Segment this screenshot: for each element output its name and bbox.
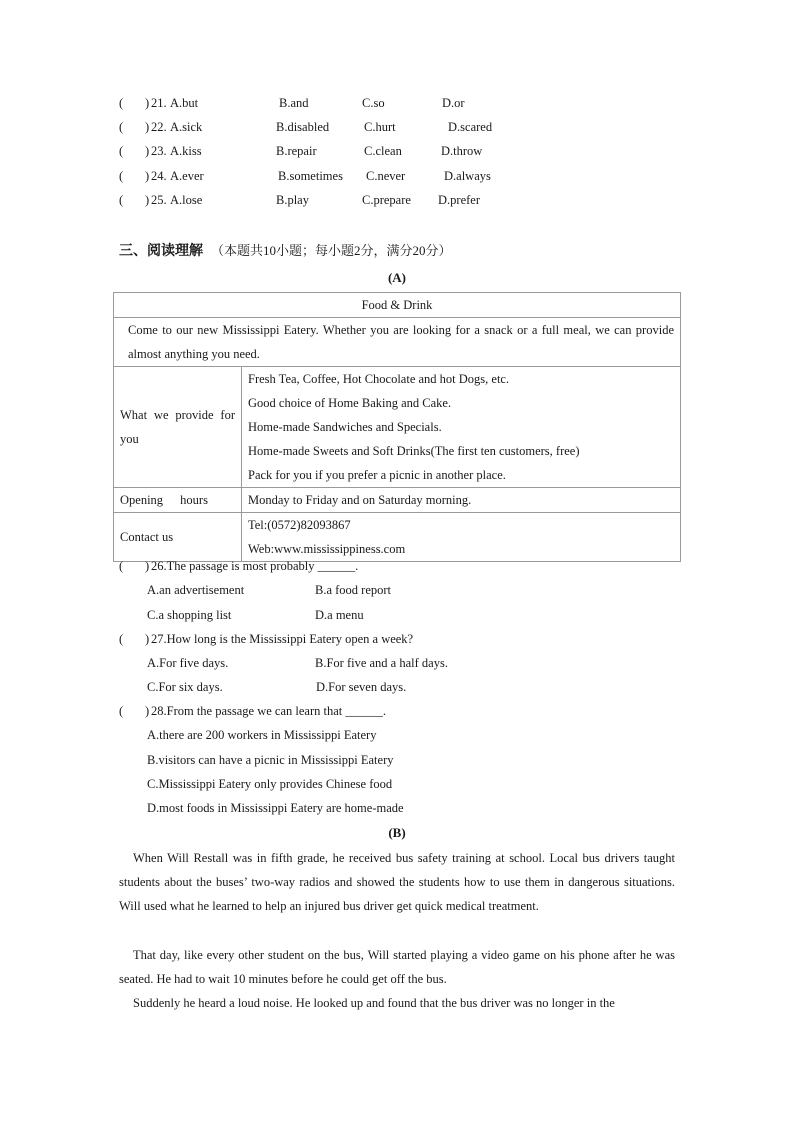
answer-paren: ( — [119, 96, 124, 110]
question-26-stem: 26.The passage is most probably ______. — [151, 559, 359, 573]
answer-paren-close: ) — [145, 632, 150, 646]
question-number: 24. — [151, 169, 167, 183]
passage-b-label: (B) — [388, 825, 406, 840]
option-d: D.always — [444, 169, 491, 183]
provide-item: Pack for you if you prefer a picnic in another place. — [248, 468, 506, 482]
answer-paren: ( — [119, 559, 124, 573]
answer-paren-close: ) — [145, 96, 150, 110]
cloze-question-25 — [119, 193, 679, 213]
answer-paren-close: ) — [145, 144, 150, 158]
answer-paren: ( — [119, 169, 124, 183]
q27-option-b: B.For five and a half days. — [315, 656, 448, 670]
option-c: C.never — [366, 169, 406, 183]
q26-option-b: B.a food report — [315, 583, 392, 597]
answer-paren: ( — [119, 704, 124, 718]
question-28-stem: 28.From the passage we can learn that ______. — [151, 704, 387, 718]
passage-a-label: (A) — [387, 270, 407, 285]
section-note: （本题共10小题；每小题2分，满分20分） — [211, 243, 452, 258]
option-d: D.prefer — [438, 193, 480, 207]
question-number: 25. — [151, 193, 167, 207]
q27-option-c: C.For six days. — [147, 680, 223, 694]
option-a: A.ever — [170, 169, 204, 183]
cloze-question-24 — [119, 169, 679, 189]
option-c: C.so — [362, 96, 385, 110]
option-c: C.prepare — [362, 193, 411, 207]
contact-values — [242, 513, 681, 562]
cloze-question-21 — [119, 96, 679, 116]
hours-label: Opening hours — [114, 488, 242, 513]
provide-item: Fresh Tea, Coffee, Hot Chocolate and hot Dogs, etc. — [248, 372, 510, 386]
option-b: B.disabled — [276, 120, 330, 134]
option-b: B.repair — [276, 144, 317, 158]
answer-paren-close: ) — [145, 169, 150, 183]
q27-option-a: A.For five days. — [147, 656, 229, 670]
option-d: D.scared — [448, 120, 493, 134]
passage-b-paragraph: When Will Restall was in fifth grade, he received bus safety training at school. Local bus drivers taught students about the buses’ two-way radios and showed the students how to use them in dangerous situations. Will used what he learned to help an injured bus driver get quick medical treatment. — [119, 851, 675, 913]
option-d: D.or — [442, 96, 465, 110]
answer-paren: ( — [119, 632, 124, 646]
provide-item: Home-made Sandwiches and Specials. — [248, 420, 442, 434]
option-b: B.play — [276, 193, 309, 207]
q26-option-c: C.a shopping list — [147, 608, 232, 622]
question-27-stem: 27.How long is the Mississippi Eatery open a week? — [151, 632, 414, 646]
contact-label: Contact us — [114, 513, 242, 562]
cloze-question-22 — [119, 120, 679, 140]
answer-paren: ( — [119, 120, 124, 134]
passage-b-paragraph: Suddenly he heard a loud noise. He looked up and found that the bus driver was no longer in the — [133, 996, 615, 1010]
q28-option-b: B.visitors can have a picnic in Mississippi Eatery — [147, 753, 394, 767]
q26-option-d: D.a menu — [315, 608, 364, 622]
section-heading — [119, 240, 452, 260]
table-title: Food & Drink — [114, 293, 681, 318]
q28-option-d: D.most foods in Mississippi Eatery are home-made — [147, 801, 404, 815]
answer-paren: ( — [119, 193, 124, 207]
question-number: 23. — [151, 144, 167, 158]
section-title: 三、阅读理解 — [119, 244, 203, 259]
contact-web: Web:www.mississippiness.com — [248, 542, 406, 556]
answer-paren: ( — [119, 144, 124, 158]
q26-option-a: A.an advertisement — [147, 583, 245, 597]
option-b: B.and — [279, 96, 309, 110]
option-b: B.sometimes — [278, 169, 343, 183]
option-a: A.sick — [170, 120, 203, 134]
hours-value: Monday to Friday and on Saturday morning. — [242, 488, 681, 513]
cloze-question-23 — [119, 144, 679, 164]
answer-paren-close: ) — [145, 120, 150, 134]
question-number: 21. — [151, 96, 167, 110]
q28-option-c: C.Mississippi Eatery only provides Chinese food — [147, 777, 393, 791]
table-intro: Come to our new Mississippi Eatery. Whether you are looking for a snack or a full meal, we can provide almost anything you need. — [114, 318, 681, 367]
contact-tel: Tel:(0572)82093867 — [248, 518, 351, 532]
answer-paren-close: ) — [145, 704, 150, 718]
answer-paren-close: ) — [145, 193, 150, 207]
option-a: A.lose — [170, 193, 203, 207]
option-a: A.kiss — [170, 144, 202, 158]
option-a: A.but — [170, 96, 199, 110]
q27-option-d: D.For seven days. — [316, 680, 407, 694]
question-number: 22. — [151, 120, 167, 134]
provide-item: Home-made Sweets and Soft Drinks(The first ten customers, free) — [248, 444, 580, 458]
provide-items — [242, 367, 681, 488]
option-d: D.throw — [441, 144, 483, 158]
q28-option-a: A.there are 200 workers in Mississippi Eatery — [147, 728, 377, 742]
provide-label: What we provide for you — [114, 367, 242, 488]
option-c: C.hurt — [364, 120, 396, 134]
answer-paren-close: ) — [145, 559, 150, 573]
provide-item: Good choice of Home Baking and Cake. — [248, 396, 452, 410]
option-c: C.clean — [364, 144, 402, 158]
advertisement-table — [113, 292, 681, 562]
passage-b-paragraph: That day, like every other student on the bus, Will started playing a video game on his phone after he was seated. He had to wait 10 minutes before he could get off the bus. — [119, 948, 675, 986]
